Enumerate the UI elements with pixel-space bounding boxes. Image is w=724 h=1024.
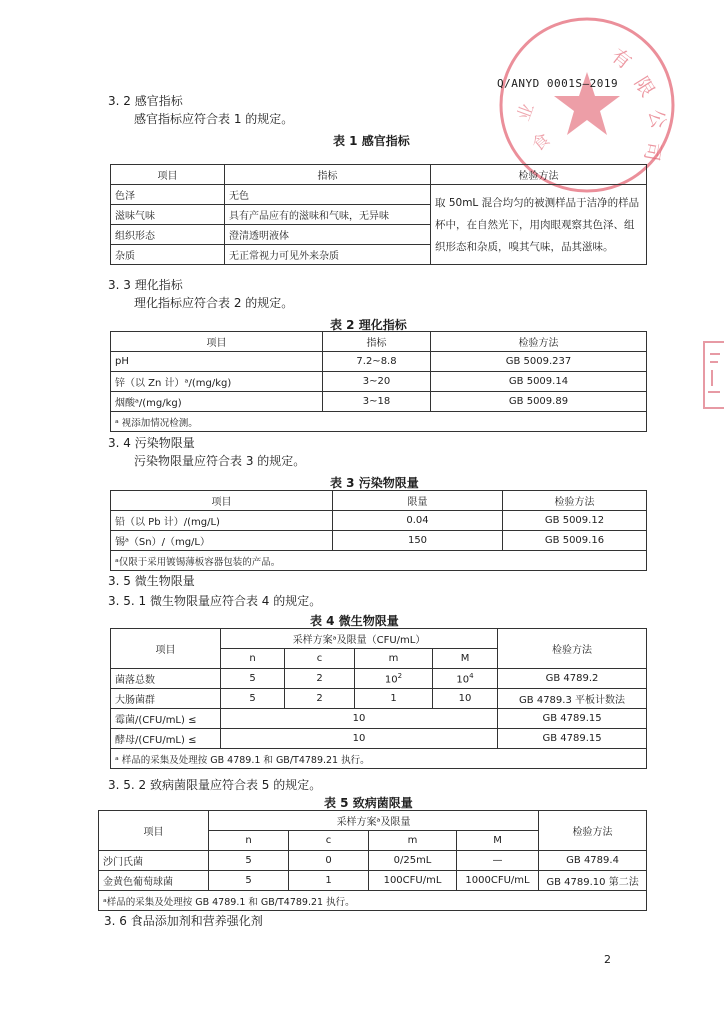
table-cell: 1 (289, 871, 369, 891)
table-footnote: ᵃ样品的采集及处理按 GB 4789.1 和 GB/T4789.21 执行。 (99, 891, 647, 911)
table-cell: 5 (221, 669, 285, 689)
table-cell: 5 (221, 689, 285, 709)
table-cell: — (457, 851, 539, 871)
table-cell: 烟酸ᵃ/(mg/kg) (111, 392, 323, 412)
table-subheader-cell: M (433, 649, 498, 669)
section-heading-3-5: 3. 5 微生物限量 (108, 574, 195, 588)
table-footnote: ᵃ仅限于采用镀锡薄板容器包装的产品。 (111, 551, 647, 571)
table-cell: 100CFU/mL (369, 871, 457, 891)
method-line: 取 50mL 混合均匀的被测样品于洁净的样品 (435, 196, 640, 209)
table-subheader-cell: c (289, 831, 369, 851)
table-cell: 无色 (225, 185, 431, 205)
table-subheader-cell: c (285, 649, 355, 669)
document-number: Q/ANYD 0001S—2019 (497, 77, 619, 90)
table-cell: GB 5009.89 (431, 392, 647, 412)
table-header-cell: 项目 (111, 165, 225, 185)
table-cell: 0.04 (333, 511, 503, 531)
table-cell: 具有产品应有的滋味和气味，无异味 (225, 205, 431, 225)
svg-text:限: 限 (629, 72, 659, 101)
table-header-cell: 检验方法 (539, 811, 647, 851)
page-number: 2 (604, 953, 611, 966)
table-cell: pH (111, 352, 323, 372)
table-footnote: ᵃ 视添加情况检测。 (111, 412, 647, 432)
section-heading-3-3: 3. 3 理化指标 (108, 278, 183, 292)
table-cell: 5 (209, 851, 289, 871)
table-5-caption: 表 5 致病菌限量 (324, 796, 413, 810)
table-cell (433, 669, 498, 689)
section-paragraph-3-3: 理化指标应符合表 2 的规定。 (134, 296, 294, 310)
table-subheader-cell: m (369, 831, 457, 851)
table-header-cell: 检验方法 (431, 332, 647, 352)
table-1-caption: 表 1 感官指标 (333, 134, 410, 148)
table-cell: 铅（以 Pb 计）/(mg/L) (111, 511, 333, 531)
table-header-cell: 采样方案ᵃ及限量 (209, 811, 539, 831)
table-cell: 7.2~8.8 (323, 352, 431, 372)
table-cell: GB 4789.15 (498, 729, 647, 749)
table-cell: 10 (433, 689, 498, 709)
table-cell: 无正常视力可见外来杂质 (225, 245, 431, 265)
table-cell: 锌（以 Zn 计）ᵃ/(mg/kg) (111, 372, 323, 392)
table-cell: 0 (289, 851, 369, 871)
table-header-cell: 检验方法 (498, 629, 647, 669)
section-heading-3-2: 3. 2 感官指标 (108, 94, 183, 108)
table-cell (355, 669, 433, 689)
table-header-cell: 项目 (111, 629, 221, 669)
method-line: 织形态和杂质，嗅其气味，品其滋味。 (435, 240, 614, 253)
section-paragraph-3-5-1: 3. 5. 1 微生物限量应符合表 4 的规定。 (108, 594, 322, 608)
section-paragraph-3-4: 污染物限量应符合表 3 的规定。 (134, 454, 306, 468)
table-cell: 3~18 (323, 392, 431, 412)
table-cell: 滋味气味 (111, 205, 225, 225)
svg-text:公: 公 (644, 107, 670, 131)
table-cell: 1000CFU/mL (457, 871, 539, 891)
table-cell: 1 (355, 689, 433, 709)
table-cell: 2 (285, 689, 355, 709)
section-heading-3-6: 3. 6 食品添加剂和营养强化剂 (104, 914, 263, 928)
table-cell: 澄清透明液体 (225, 225, 431, 245)
value-base: 10 (384, 674, 398, 686)
table-subheader-cell: M (457, 831, 539, 851)
svg-text:食: 食 (528, 129, 555, 156)
table-header-cell: 检验方法 (503, 491, 647, 511)
table-cell: 大肠菌群 (111, 689, 221, 709)
table-header-cell: 指标 (323, 332, 431, 352)
svg-text:司: 司 (639, 140, 665, 163)
section-heading-3-4: 3. 4 污染物限量 (108, 436, 195, 450)
table-cell: 锡ᵃ（Sn）/（mg/L） (111, 531, 333, 551)
table-cell: 3~20 (323, 372, 431, 392)
table-cell: 色泽 (111, 185, 225, 205)
table-header-cell: 项目 (111, 491, 333, 511)
table-cell: 沙门氏菌 (99, 851, 209, 871)
table-cell: 金黄色葡萄球菌 (99, 871, 209, 891)
sensory-method-cell (431, 185, 647, 265)
table-subheader-cell: m (355, 649, 433, 669)
table-cell: GB 5009.14 (431, 372, 647, 392)
method-line: 杯中，在自然光下，用肉眼观察其色泽、组 (435, 218, 635, 231)
table-cell: GB 5009.16 (503, 531, 647, 551)
table-cell: 霉菌/(CFU/mL) ≤ (111, 709, 221, 729)
table-5 (98, 810, 647, 911)
table-cell: 组织形态 (111, 225, 225, 245)
table-subheader-cell: n (221, 649, 285, 669)
value-exponent: 4 (469, 671, 474, 680)
table-header-cell: 限量 (333, 491, 503, 511)
svg-text:业: 业 (513, 100, 539, 124)
table-header-cell: 采样方案ᵃ及限量（CFU/mL） (221, 629, 498, 649)
table-cell: 0/25mL (369, 851, 457, 871)
table-1 (110, 164, 647, 265)
table-cell: 5 (209, 871, 289, 891)
table-2-caption: 表 2 理化指标 (330, 318, 407, 332)
table-3 (110, 490, 647, 571)
section-paragraph-3-5-2: 3. 5. 2 致病菌限量应符合表 5 的规定。 (108, 778, 322, 792)
edge-stamp (700, 340, 724, 410)
svg-text:有: 有 (606, 44, 636, 74)
table-cell: GB 4789.4 (539, 851, 647, 871)
table-subheader-cell: n (209, 831, 289, 851)
table-3-caption: 表 3 污染物限量 (330, 476, 419, 490)
table-header-cell: 指标 (225, 165, 431, 185)
table-cell: 150 (333, 531, 503, 551)
table-cell: GB 5009.12 (503, 511, 647, 531)
table-cell: 10 (221, 709, 498, 729)
table-cell: 2 (285, 669, 355, 689)
table-cell: 杂质 (111, 245, 225, 265)
value-exponent: 2 (397, 671, 403, 680)
table-cell: GB 4789.3 平板计数法 (498, 689, 647, 709)
table-cell: GB 5009.237 (431, 352, 647, 372)
table-cell: GB 4789.10 第二法 (539, 871, 647, 891)
table-footnote: ᵃ 样品的采集及处理按 GB 4789.1 和 GB/T4789.21 执行。 (111, 749, 647, 769)
table-4 (110, 628, 647, 769)
table-cell: 10 (221, 729, 498, 749)
table-4-caption: 表 4 微生物限量 (310, 614, 399, 628)
table-cell: 酵母/(CFU/mL) ≤ (111, 729, 221, 749)
value-base: 10 (456, 674, 470, 686)
table-cell: GB 4789.15 (498, 709, 647, 729)
table-header-cell: 项目 (99, 811, 209, 851)
section-paragraph-3-2: 感官指标应符合表 1 的规定。 (134, 112, 294, 126)
table-2 (110, 331, 647, 432)
table-header-cell: 项目 (111, 332, 323, 352)
table-cell: 菌落总数 (111, 669, 221, 689)
table-cell: GB 4789.2 (498, 669, 647, 689)
table-header-cell: 检验方法 (431, 165, 647, 185)
